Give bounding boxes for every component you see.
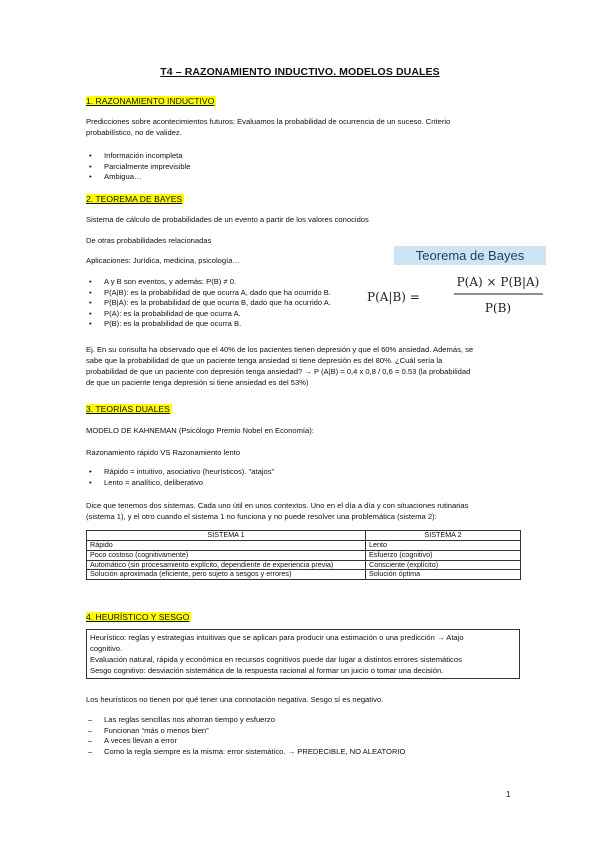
box-line-2: cognitivo. [90, 644, 123, 653]
list-item: • P(A|B): es la probabilidad de que ocurra A, dado que ha ocurrido B. [86, 288, 376, 299]
table-header-row [87, 531, 521, 541]
table-cell: Solución aproximada (eficiente, pero sujeto a sesgos y errores) [87, 570, 366, 580]
kahneman-model: MODELO DE KAHNEMAN (Psicólogo Premio Nobel en Economía): [86, 426, 314, 435]
bayes-formula [366, 270, 546, 322]
table-cell: Poco costoso (cognitivamente) [87, 550, 366, 560]
systems-table [86, 530, 521, 580]
table-cell: Consciente (explícito) [366, 560, 521, 570]
table-cell: Rápido [87, 541, 366, 551]
formula-lhs: P(A|B) = [367, 290, 420, 304]
heuristic-definition-box [86, 629, 520, 679]
box-line-1: Heurístico: reglas y estrategias intuitivas que se aplican para producir una estimación o una predicción → Atajo [90, 633, 464, 642]
list-item: • A y B son eventos, y además: P(B) ≠ 0. [86, 277, 376, 288]
list-item: – Las reglas sencillas nos ahorran tiempo y esfuerzo [86, 715, 376, 726]
section-2-paragraph-1: Sistema de cálculo de probabilidades de un evento a partir de los valores conocidos [86, 215, 369, 224]
table-header-cell: SISTEMA 1 [87, 531, 366, 541]
table-row [87, 541, 521, 551]
section-1-intro-line-1: Predicciones sobre acontecimientos futuros: Evaluamos la probabilidad de ocurrencia de un suceso. Criterio [86, 117, 451, 126]
list-item: – Como la regla siempre es la misma: error sistemático. → PREDECIBLE, NO ALEATORIO [86, 747, 376, 758]
section-2-paragraph-2: De otras probabilidades relacionadas [86, 236, 212, 245]
bayes-example-line-3: probabilidad de que un paciente con depresión tenga ansiedad? → P (A|B) = 0,4 x 0,8 / 0,6 = 0.53 (la probabilidad [86, 367, 471, 376]
section-2-heading: 2. TEOREMA DE BAYES [86, 194, 183, 204]
box-line-3: Evaluación natural, rápida y económica en recursos cognitivos puede dar lugar a distintos errores sistemáticos [90, 655, 462, 664]
list-item: • Ambigua… [86, 172, 376, 183]
systems-description-line-2: (sistema 1), y el otro cuando el sistema 1 no funciona y no puede resolver una problemática (sistema 2): [86, 512, 437, 521]
bayes-example [86, 344, 522, 388]
bayes-formula-image [366, 246, 546, 322]
table-cell: Lento [366, 541, 521, 551]
list-item: • P(A): es la probabilidad de que ocurra A. [86, 309, 376, 320]
section-4-dash-list [86, 715, 406, 757]
list-item: – A veces llevan a error [86, 736, 376, 747]
section-2-bullet-list [86, 277, 376, 330]
formula-numerator: P(A) × P(B|A) [456, 275, 540, 289]
list-item: • P(B): es la probabilidad de que ocurra B. [86, 319, 376, 330]
list-item: • Rápido = intuitivo, asociativo (heurísticos). "atajos" [86, 467, 376, 478]
formula-denominator: P(B) [484, 301, 512, 315]
list-item: • P(B|A): es la probabilidad de que ocurra B, dado que ha ocurrido A. [86, 298, 376, 309]
heuristics-note: Los heurísticos no tienen por qué tener una connotación negativa. Sesgo sí es negativo. [86, 695, 384, 704]
list-item: • Información incompleta [86, 151, 376, 162]
table-cell: Esfuerzo (cognitivo) [366, 550, 521, 560]
list-item: – Funcionan “más o menos bien” [86, 726, 376, 737]
box-line-4: Sesgo cognitivo: desviación sistemática de la respuesta racional al formar un juicio o tomar una decisión. [90, 666, 444, 675]
systems-description-line-1: Dice que tenemos dos sistemas. Cada uno útil en unos contextos. Uno en el día a día y con situaciones rutinarias [86, 501, 469, 510]
section-4-heading: 4. HEURÍSTICO Y SESGO [86, 612, 190, 622]
document-title: T4 – RAZONAMIENTO INDUCTIVO. MODELOS DUALES [160, 66, 440, 78]
table-cell: Solución óptima [366, 570, 521, 580]
table-row [87, 550, 521, 560]
bayes-banner: Teorema de Bayes [394, 246, 546, 265]
list-item: • Parcialmente imprevisible [86, 162, 376, 173]
section-1-intro-line-2: probabilístico, no de validez. [86, 128, 182, 137]
table-header-cell: SISTEMA 2 [366, 531, 521, 541]
section-3-heading: 3. TEORÍAS DUALES [86, 404, 170, 414]
table-row [87, 570, 521, 580]
section-2-paragraph-3: Aplicaciones: Jurídica, medicina, psicología… [86, 256, 241, 265]
systems-description [86, 500, 526, 522]
page-number: 1 [506, 790, 511, 799]
list-item: • Lento = analítico, deliberativo [86, 478, 376, 489]
table-cell: Automático (sin procesamiento explícito, dependiente de experiencia previa) [87, 560, 366, 570]
section-1-bullet-list [86, 151, 376, 183]
section-1-intro [86, 116, 526, 138]
section-1-heading: 1. RAZONAMIENTO INDUCTIVO [86, 96, 215, 106]
bayes-example-line-1: Ej. En su consulta ha observado que el 40% de los pacientes tienen depresión y que el 60% ansiedad. Además, se [86, 345, 474, 354]
bayes-example-line-2: sabe que la probabilidad de que un paciente tenga ansiedad si tiene depresión es del 80%. ¿Cuál sería la [86, 356, 443, 365]
section-3-bullet-list [86, 467, 376, 488]
reasoning-contrast: Razonamiento rápido VS Razonamiento lento [86, 448, 241, 457]
bayes-example-line-4: de que un paciente tenga depresión si tiene ansiedad es del 53%) [86, 378, 309, 387]
